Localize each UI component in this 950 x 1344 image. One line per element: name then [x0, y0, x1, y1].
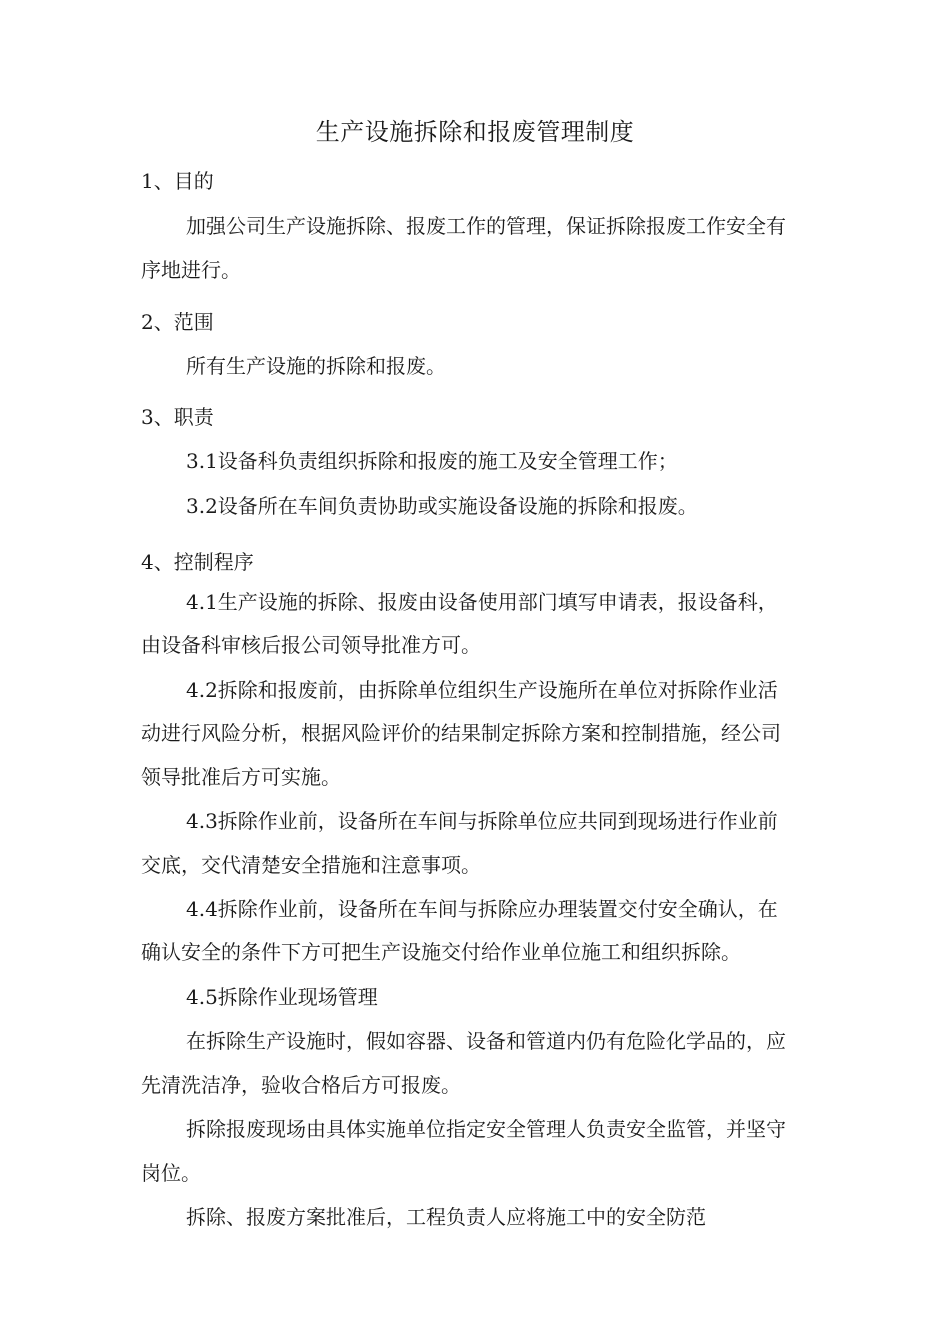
paragraph-line: 3.2设备所在车间负责协助或实施设备设施的拆除和报废。 — [186, 494, 698, 518]
subsection-heading: 4.5拆除作业现场管理 — [186, 985, 378, 1009]
document-title: 生产设施拆除和报废管理制度 — [315, 118, 635, 146]
section-heading-responsibilities: 3、职责 — [141, 405, 214, 429]
paragraph-line: 确认安全的条件下方可把生产设施交付给作业单位施工和组织拆除。 — [141, 940, 741, 964]
section-heading-control-procedure: 4、控制程序 — [141, 550, 254, 574]
paragraph-line: 先清洗洁净，验收合格后方可报废。 — [141, 1073, 461, 1097]
paragraph-line: 所有生产设施的拆除和报废。 — [186, 354, 446, 378]
paragraph-line: 序地进行。 — [141, 258, 241, 282]
paragraph-line: 岗位。 — [141, 1161, 201, 1185]
paragraph-line: 加强公司生产设施拆除、报废工作的管理，保证拆除报废工作安全有 — [186, 214, 786, 238]
paragraph-line: 领导批准后方可实施。 — [141, 765, 341, 789]
paragraph-line: 拆除报废现场由具体实施单位指定安全管理人负责安全监管，并坚守 — [186, 1117, 786, 1141]
paragraph-line: 在拆除生产设施时，假如容器、设备和管道内仍有危险化学品的，应 — [186, 1029, 786, 1053]
paragraph-line: 动进行风险分析，根据风险评价的结果制定拆除方案和控制措施，经公司 — [141, 721, 781, 745]
paragraph-line: 4.1生产设施的拆除、报废由设备使用部门填写申请表，报设备科， — [186, 590, 778, 614]
paragraph-line: 4.3拆除作业前，设备所在车间与拆除单位应共同到现场进行作业前 — [186, 809, 778, 833]
section-heading-scope: 2、范围 — [141, 310, 214, 334]
paragraph-line: 由设备科审核后报公司领导批准方可。 — [141, 633, 481, 657]
paragraph-line: 3.1设备科负责组织拆除和报废的施工及安全管理工作； — [186, 449, 678, 473]
paragraph-line: 拆除、报废方案批准后，工程负责人应将施工中的安全防范 — [186, 1205, 706, 1229]
paragraph-line: 交底，交代清楚安全措施和注意事项。 — [141, 853, 481, 877]
paragraph-line: 4.4拆除作业前，设备所在车间与拆除应办理装置交付安全确认，在 — [186, 897, 778, 921]
paragraph-line: 4.2拆除和报废前，由拆除单位组织生产设施所在单位对拆除作业活 — [186, 678, 778, 702]
section-heading-purpose: 1、目的 — [141, 169, 214, 193]
